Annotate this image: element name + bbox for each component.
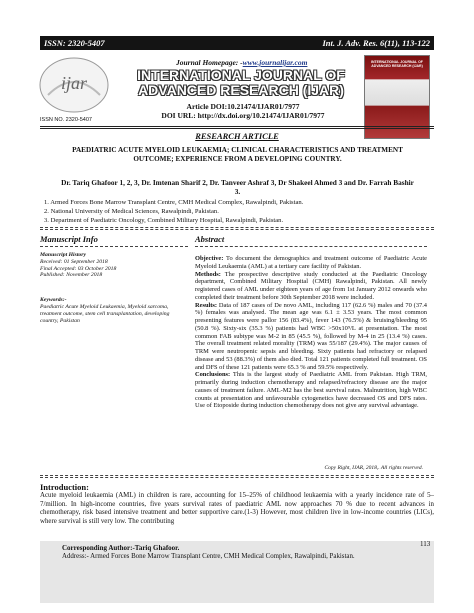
history-label: Manuscript History bbox=[40, 252, 86, 258]
abstract-objective: Objective: To document the demographics and treatment outcome of Paediatric Acute Myeloid Leukaemia (AML) at a tertiary care facility of Pakistan. bbox=[195, 255, 427, 270]
cover-title: INTERNATIONAL JOURNAL OF ADVANCED RESEARCH (IJAR) bbox=[371, 60, 423, 69]
copyright-notice: Copy Right, IJAR, 2018,. All rights reserved. bbox=[324, 465, 423, 471]
article-doi: Article DOI:10.21474/IJAR01/7977 bbox=[186, 102, 300, 111]
section-divider-2 bbox=[40, 229, 434, 230]
journal-homepage bbox=[176, 58, 307, 67]
introduction-heading: Introduction: bbox=[40, 482, 89, 492]
keywords-text: Paediatric Acute Myeloid Leukaemia, Myeloid sarcoma, treatment outcome, stem cell transplantation, developing country, Pakistan bbox=[40, 303, 170, 324]
logo-text: ijar bbox=[60, 73, 88, 93]
abstract-conclusions: Conclusions: This is the largest study of Paediatric AML from Pakistan. High TRM, primarily during induction chemotherapy and relapsed/refractory disease are the major causes of treatment failure. AML-M2 has the best survival rates. Malnutrition, high WBC counts at presentation and unfavourable cytogenetics have decreased OS and DFS rates. Use of Etoposide during induction chemotherapy does not give any survival advantage. bbox=[195, 371, 427, 410]
header-divider bbox=[40, 126, 434, 127]
page-number: 113 bbox=[420, 540, 431, 548]
section-divider bbox=[40, 227, 434, 228]
doi-url[interactable]: DOI URL: http://dx.doi.org/10.21474/IJAR01/7977 bbox=[161, 111, 325, 120]
journal-title bbox=[118, 68, 364, 98]
abstract-rule bbox=[195, 246, 427, 247]
homepage-link[interactable]: www.journalijar.com bbox=[242, 58, 308, 67]
abstract-body bbox=[195, 255, 427, 410]
introduction-text: Acute myeloid leukaemia (AML) in children is rare, accounting for 15–25% of childhood leukaemia with a yearly incidence rate of 5–7/million. In high-income countries, five years survival rates of paediatric AML now approaches 70 % due to recent advances in chemotherapy, risk based intensive treatment and better supportive care.(1-3) However, most children live in low-income countries (LICs), where survival is still very low. The contributing bbox=[40, 492, 434, 525]
intro-divider-2 bbox=[40, 477, 434, 478]
intro-divider bbox=[40, 475, 434, 476]
corresponding-author: Corresponding Author:-Tariq Ghafoor. bbox=[62, 544, 180, 552]
journal-title-line1: INTERNATIONAL JOURNAL OF bbox=[137, 67, 345, 83]
running-header bbox=[40, 36, 434, 50]
affiliation-2: 2. National University of Medical Sciences, Rawalpindi, Pakistan. bbox=[44, 208, 219, 215]
abstract-results: Results: Data of 187 cases of De novo AML, including 117 (62.6 %) males and 70 (37.4 %) females was analysed. The mean age was 6.1 ± 3.53 years. The most common presenting features were pallor 156 (83.4%), fever 143 (76.5%) & bruising/bleeding 95 (50.8 %). Sixty-six (35.3 %) patients had WBC >50x10⁹/L at presentation. The most common FAB subtype was M-2 in 85 (45.5 %), followed by M-4 in 25 (13.4 %) cases. The overall treatment related morality (TRM) was 55/187 (29.4%). The major causes of TRM were neutropenic sepsis and bleeding. Sixty patients had refractory or relapsed disease and 53 (88.3%) of them also died. Total 121 patients completed full treatment. OS and DFS of these 121 patients were 65.3 % and 59.5% respectively. bbox=[195, 301, 427, 371]
header-divider-2 bbox=[40, 128, 434, 129]
manuscript-info-heading: Manuscript Info bbox=[40, 234, 98, 244]
manuscript-info-rule bbox=[40, 246, 188, 247]
article-title: PAEDIATRIC ACUTE MYELOID LEUKAEMIA; CLINICAL CHARACTERISTICS AND TREATMENT OUTCOME; EXPERIENCE FROM A DEVELOPING COUNTRY. bbox=[72, 146, 403, 163]
author-list bbox=[60, 178, 415, 196]
abstract-methods: Methods: The prospective descriptive study conducted at the Paediatric Oncology department, Combined Military Hospital (CMH) Rawalpindi, Pakistan. All newly registered cases of AML under eighteen years of age from 1st January 2012 onwards who completed their treatment before 30th September 2018 were included. bbox=[195, 270, 427, 301]
citation-header: Int. J. Adv. Res. 6(11), 113-122 bbox=[322, 38, 430, 48]
article-type: RESEARCH ARTICLE bbox=[195, 131, 279, 141]
journal-title-line2: ADVANCED RESEARCH (IJAR) bbox=[138, 82, 344, 98]
received-date: Received: 01 September 2018 bbox=[40, 258, 108, 265]
abstract-heading: Abstract bbox=[195, 234, 225, 244]
authors-text: Dr. Tariq Ghafoor 1, 2, 3, Dr. Imtenan Sharif 2, Dr. Tanveer Ashraf 3, Dr Shakeel Ahmed 3 and Dr. Farrah Bashir 3. bbox=[61, 178, 414, 196]
accepted-date: Final Accepted: 03 October 2018 bbox=[40, 265, 117, 272]
homepage-label: Journal Homepage: - bbox=[176, 58, 243, 67]
affiliation-3: 3. Department of Paediatric Oncology, Combined Military Hospital, Rawalpindi, Pakistan. bbox=[44, 217, 284, 224]
manuscript-info bbox=[40, 252, 185, 324]
affiliation-1: 1. Armed Forces Bone Marrow Transplant Centre, CMH Medical Complex, Rawalpindi, Pakistan. bbox=[44, 199, 304, 206]
journal-logo bbox=[36, 55, 112, 125]
corresponding-author-box bbox=[40, 541, 434, 603]
published-date: Published: November 2018 bbox=[40, 272, 103, 279]
logo-issn: ISSN NO. 2320-5407 bbox=[40, 117, 92, 123]
issn-header: ISSN: 2320-5407 bbox=[44, 38, 105, 48]
keywords-label: Keywords:- bbox=[40, 297, 67, 304]
corresponding-address: Address:- Armed Forces Bone Marrow Transplant Centre, CMH Medical Complex, Rawalpindi, Pakistan. bbox=[62, 553, 355, 560]
